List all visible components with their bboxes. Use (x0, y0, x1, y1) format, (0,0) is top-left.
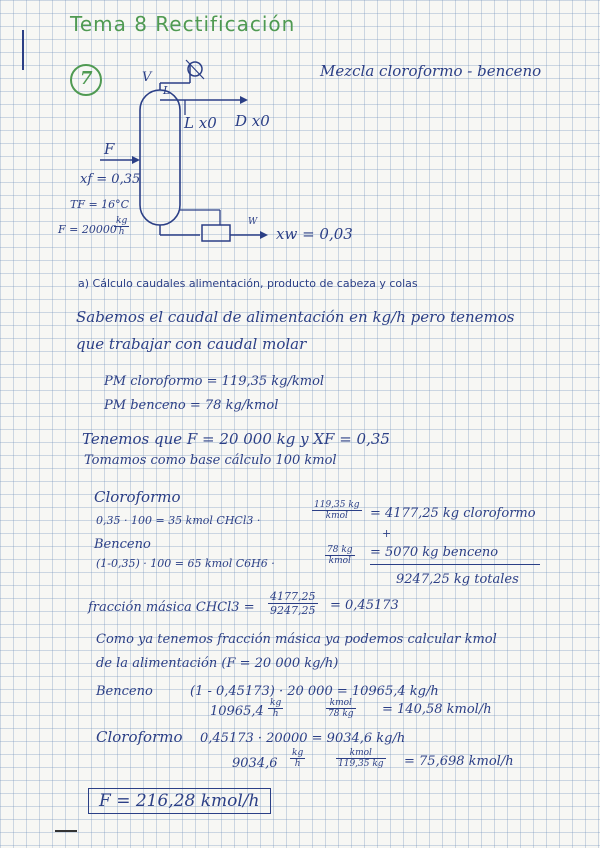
tenemos-line: Tenemos que F = 20 000 kg y XF = 0,35 (82, 430, 390, 448)
benceno-result: = 5070 kg benceno (370, 545, 540, 565)
benceno2-label: Benceno (96, 684, 153, 699)
intro-line-2: que trabajar con caudal molar (76, 335, 307, 353)
como-line-2: de la alimentación (F = 20 000 kg/h) (96, 656, 339, 671)
label-Lx0: L x0 (184, 114, 217, 132)
final-result: F = 216,28 kmol/h (88, 788, 271, 814)
cloroformo-calc: 0,35 · 100 = 35 kmol CHCl3 · (96, 514, 261, 527)
pm-cloroformo: PM cloroformo = 119,35 kg/kmol (104, 374, 325, 389)
label-W: W (248, 217, 258, 227)
cloroformo-label: Cloroformo (94, 488, 181, 506)
benceno2-calc: (1 - 0,45173) · 20 000 = 10965,4 kg/h (190, 684, 439, 699)
benceno3-result: = 140,58 kmol/h (382, 702, 492, 717)
pm-benceno: PM benceno = 78 kg/kmol (104, 398, 279, 413)
como-line-1: Como ya tenemos fracción másica ya podemos calcular kmol (96, 632, 497, 647)
page-mark (55, 830, 77, 832)
label-V: V (142, 70, 152, 85)
label-F-flow: F = 20000 (58, 223, 117, 236)
plus-sign: + (382, 527, 392, 540)
label-D: D x0 (235, 112, 270, 130)
benceno3-fraction: kmol 78 kg (328, 698, 354, 719)
benceno-label: Benceno (94, 537, 151, 552)
fraccion-result: = 0,45173 (330, 598, 399, 613)
total-mass: 9247,25 kg totales (396, 572, 519, 587)
cloro3-fraction: kmol 119,35 kg (338, 748, 384, 769)
benceno-calc: (1-0,35) · 100 = 65 kmol C6H6 · (96, 557, 275, 570)
label-L: L (163, 84, 171, 97)
base-line: Tomamos como base cálculo 100 kmol (84, 453, 337, 468)
section-a-heading: a) Cálculo caudales alimentación, producto de cabeza y colas (78, 277, 418, 290)
mixture-label: Mezcla cloroformo - benceno (320, 62, 542, 80)
cloro2-label: Cloroformo (96, 728, 183, 746)
label-xf: xf = 0,35 (80, 172, 141, 187)
label-xw: xw = 0,03 (276, 225, 353, 243)
label-F: F (104, 140, 115, 158)
cloroformo-result: = 4177,25 kg cloroformo (370, 506, 536, 521)
problem-number: 7 (80, 68, 93, 89)
fraccion-fraction: $\frac{4177,25}{9247,25}$ (270, 590, 316, 617)
margin-mark (22, 30, 24, 70)
cloro3-calc: 9034,6 (232, 756, 278, 771)
intro-line-1: Sabemos el caudal de alimentación en kg/h pero tenemos (76, 308, 515, 326)
cloro2-calc: 0,45173 · 20000 = 9034,6 kg/h (200, 731, 406, 746)
label-F-unit: $\frac{kg}{h}$ (116, 216, 128, 237)
benceno3-unit: $\frac{kg}{h}$ (270, 698, 282, 719)
cloro3-result: = 75,698 kmol/h (404, 754, 514, 769)
cloroformo-fraction: 119,35 kg kmol (314, 500, 360, 521)
page-title: Tema 8 Rectificación (70, 12, 296, 36)
cloro3-unit: $\frac{kg}{h}$ (292, 748, 304, 769)
benceno-fraction: 78 kg kmol (327, 545, 353, 566)
label-Tf: TF = 16°C (70, 198, 130, 211)
fraccion-label: fracción másica CHCl3 = (88, 600, 255, 615)
benceno3-calc: 10965,4 (210, 704, 264, 719)
